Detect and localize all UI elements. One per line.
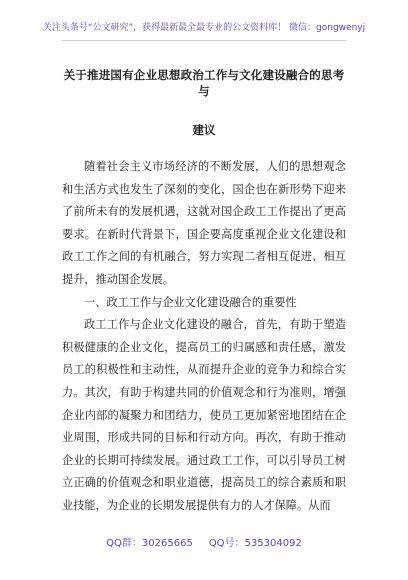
document-title-line2: 建议 <box>192 123 216 137</box>
intro-paragraph: 随着社会主义市场经济的不断发展，人们的思想观念和生活方式也发生了深刻的变化，国企也在新形势下迎来了前所未有的发展机遇，这就对国企政工工作提出了更高要求。在新时代背景下，国企要高度重视企业文化建设和政工工作之间的有机融合，努力实现二者相互促进、相互提升，推动国企发展。 <box>62 160 346 286</box>
header-promo: 关注头条号“公文研究”，获得最新最全最专业的公文资料库！ 微信：gongwenyj <box>42 23 366 33</box>
qq-number-text: QQ号：535304092 <box>208 538 302 549</box>
footer-contact <box>0 534 408 549</box>
qq-group-text: QQ群：30265665 <box>106 538 193 549</box>
section-heading: 一、政工工作与企业文化建设融合的重要性 <box>84 295 297 309</box>
body-paragraph: 政工工作与企业文化建设的融合，首先，有助于塑造积极健康的企业文化，提高员工的归属感和责任感，激发员工的积极性和主动性，从而提升企业的竞争力和综合实力。其次，有助于构建共同的价值观念和行为准则，增强企业内部的凝聚力和团结力，使员工更加紧密地团结在企业周围，形成共同的目标和行动方向。再次，有助于推动企业的长期可持续发展。通过政工工作，可以引导员工树立正确的价值观念和职业道德，提高员工的综合素质和职业技能，为企业的长期发展提供有力的人才保障。从而 <box>62 318 346 512</box>
header-divider <box>62 40 346 41</box>
document-body <box>62 156 346 518</box>
document-title-line1: 关于推进国有企业思想政治工作与文化建设融合的思考与 <box>63 68 345 98</box>
